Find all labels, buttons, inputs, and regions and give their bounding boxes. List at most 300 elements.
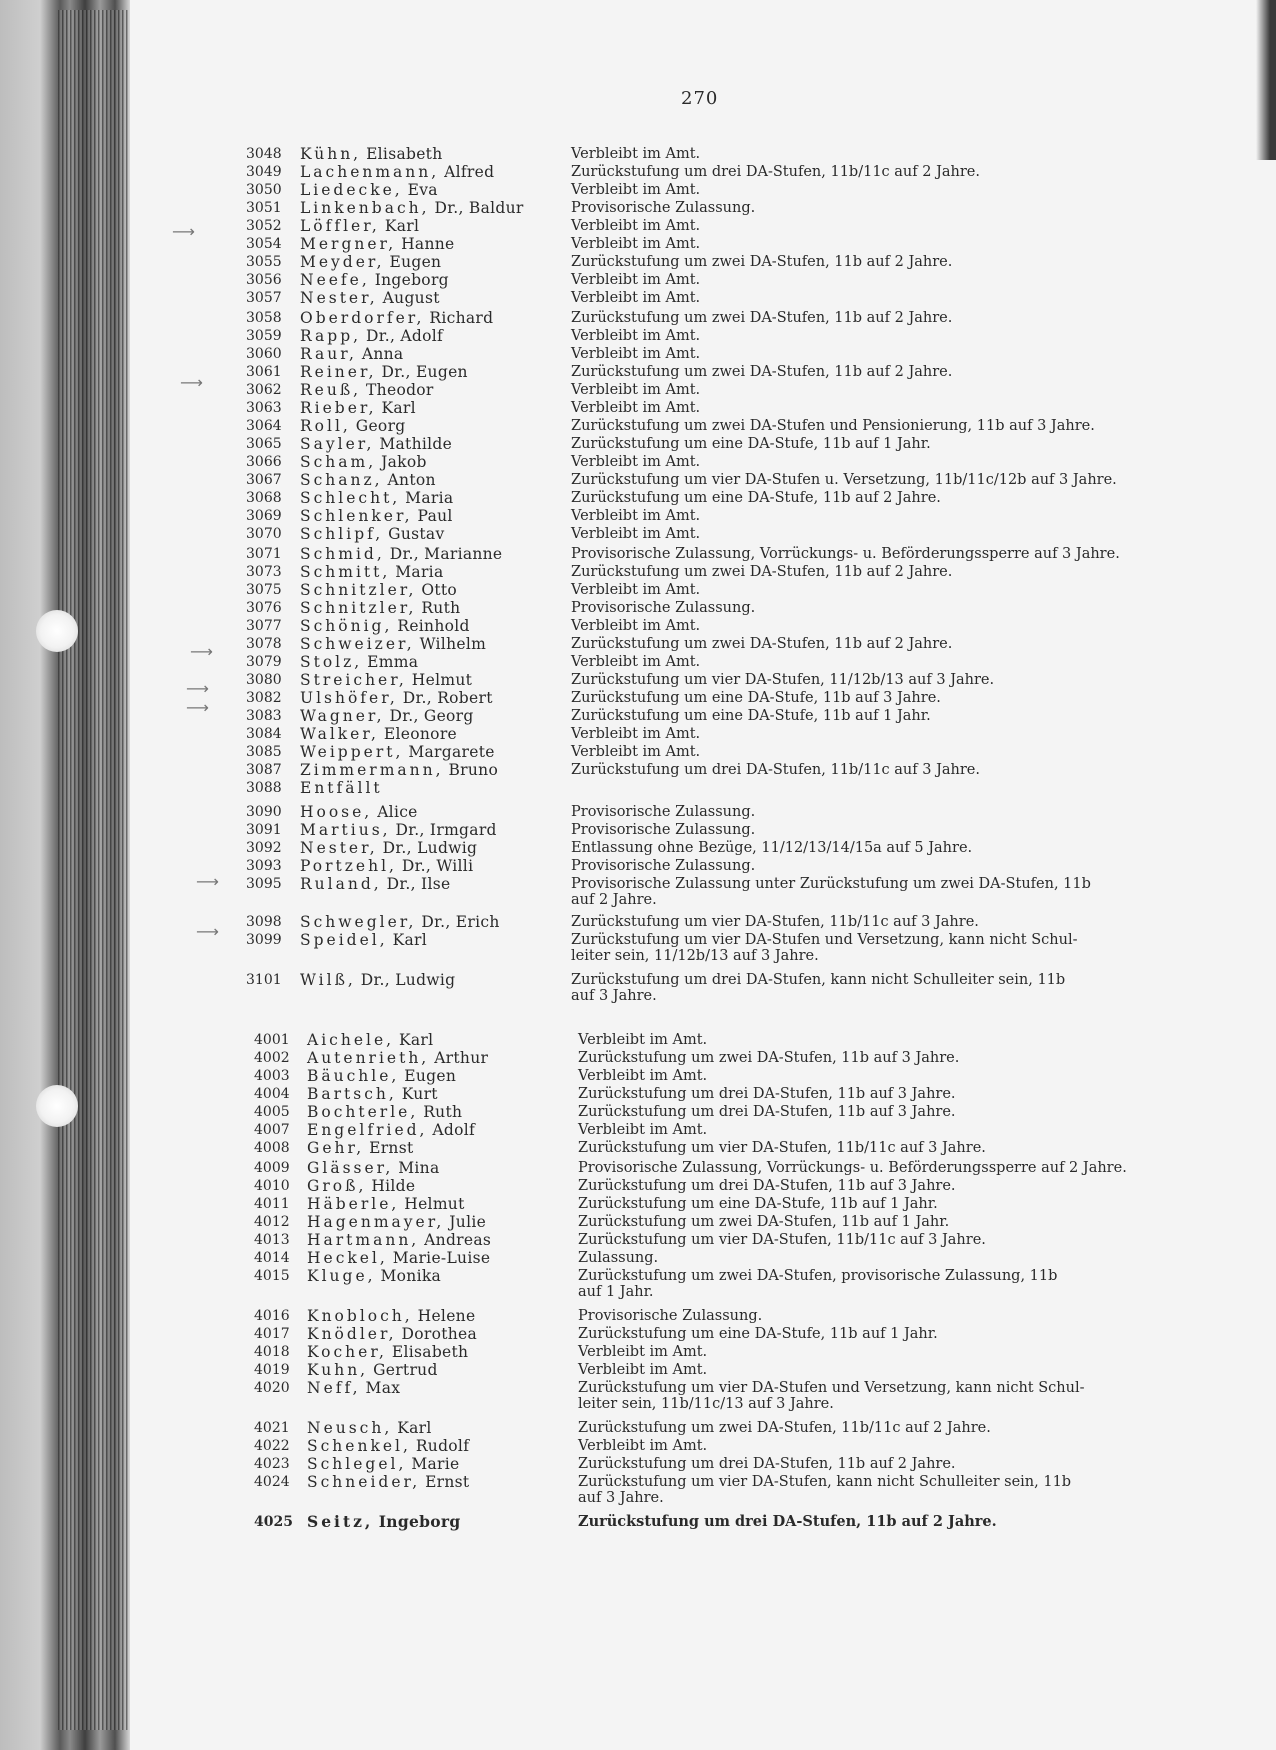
entry-number: 3101 xyxy=(246,972,282,988)
entry-name xyxy=(300,858,473,874)
entry-surname: Meyder, xyxy=(300,253,385,271)
entry-status: Zurückstufung um vier DA-Stufen, 11b/11c auf 3 Jahre. xyxy=(578,1140,986,1156)
entry-name xyxy=(300,564,444,580)
entry-number: 3087 xyxy=(246,762,282,778)
entry-surname: Walker, xyxy=(300,725,379,743)
entry-given-name: Theodor xyxy=(366,381,434,399)
margin-arrow-mark: ⟶ xyxy=(196,872,219,891)
entry-status: Verbleibt im Amt. xyxy=(571,236,701,252)
entry-number: 3092 xyxy=(246,840,282,856)
entry-surname: Heckel, xyxy=(307,1249,388,1267)
entry-given-name: Gustav xyxy=(388,525,445,543)
entry-given-name: Dorothea xyxy=(401,1325,478,1343)
entry-number: 3080 xyxy=(246,672,282,688)
entry-name xyxy=(300,546,502,562)
entry-name xyxy=(307,1326,477,1342)
entry-number: 4025 xyxy=(254,1514,293,1530)
entry-status: Zurückstufung um vier DA-Stufen, 11/12b/13 auf 3 Jahre. xyxy=(571,672,995,688)
entry-given-name: August xyxy=(382,289,440,307)
entry-name xyxy=(307,1456,460,1472)
entry-name xyxy=(300,636,486,652)
entry-name xyxy=(300,164,494,180)
entry-name xyxy=(300,218,419,234)
entry-status: Zurückstufung um drei DA-Stufen, 11b auf 2 Jahre. xyxy=(578,1513,997,1530)
entry-name xyxy=(307,1050,488,1066)
entry-name xyxy=(300,744,495,760)
entry-number: 3060 xyxy=(246,346,282,362)
entry-status: Verbleibt im Amt. xyxy=(571,272,701,288)
entry-surname: Wilß, xyxy=(300,971,356,989)
entry-surname: Engelfried, xyxy=(307,1121,428,1139)
entry-status: Verbleibt im Amt. xyxy=(571,744,701,760)
entry-surname: Schlipf, xyxy=(300,525,384,543)
entry-surname: Autenrieth, xyxy=(307,1049,430,1067)
entry-number: 3083 xyxy=(246,708,282,724)
entry-surname: Entfällt xyxy=(300,779,383,797)
entry-given-name: Eleonore xyxy=(383,725,457,743)
entry-given-name: Dr., Erich xyxy=(421,913,500,931)
entry-name xyxy=(300,508,453,524)
entry-number: 3067 xyxy=(246,472,282,488)
entry-status: Verbleibt im Amt. xyxy=(571,454,701,470)
entry-given-name: Dr., Robert xyxy=(402,689,493,707)
entry-name xyxy=(307,1344,468,1360)
margin-arrow-mark: ⟶ xyxy=(186,698,209,717)
entry-given-name: Dr., Irmgard xyxy=(395,821,497,839)
entry-surname: Scham, xyxy=(300,453,377,471)
entry-name xyxy=(300,690,493,706)
entry-number: 3065 xyxy=(246,436,282,452)
entry-name xyxy=(300,200,524,216)
entry-given-name: Dr., Willi xyxy=(401,857,474,875)
entry-name xyxy=(300,762,498,778)
entry-given-name: Helmut xyxy=(404,1195,465,1213)
entry-number: 4003 xyxy=(254,1068,290,1084)
entry-status: Provisorische Zulassung. xyxy=(571,822,756,838)
entry-name xyxy=(300,822,497,838)
entry-number: 3070 xyxy=(246,526,282,542)
entry-number: 4004 xyxy=(254,1086,290,1102)
entry-number: 3091 xyxy=(246,822,282,838)
entry-name xyxy=(300,436,452,452)
entry-number: 4005 xyxy=(254,1104,290,1120)
entry-number: 3090 xyxy=(246,804,282,820)
entry-number: 3071 xyxy=(246,546,282,562)
entry-name xyxy=(307,1140,414,1156)
entry-status: Verbleibt im Amt. xyxy=(571,146,701,162)
entry-name xyxy=(300,582,457,598)
entry-surname: Kuhn, xyxy=(307,1361,369,1379)
entry-number: 3058 xyxy=(246,310,282,326)
entry-given-name: Karl xyxy=(397,1419,432,1437)
entry-number: 4020 xyxy=(254,1380,290,1396)
entry-status: Zurückstufung um zwei DA-Stufen, 11b auf 2 Jahre. xyxy=(571,254,953,270)
entry-number: 4002 xyxy=(254,1050,290,1066)
entry-status: Zurückstufung um zwei DA-Stufen, 11b auf 2 Jahre. xyxy=(571,310,953,326)
entry-surname: Linkenbach, xyxy=(300,199,430,217)
entry-given-name: Anna xyxy=(361,345,404,363)
entry-name xyxy=(307,1196,465,1212)
entry-given-name: Elisabeth xyxy=(391,1343,469,1361)
entry-given-name: Ernst xyxy=(425,1473,470,1491)
entry-given-name: Alice xyxy=(377,803,418,821)
entry-number: 4021 xyxy=(254,1420,290,1436)
entry-given-name: Ruth xyxy=(423,1103,463,1121)
entry-number: 3050 xyxy=(246,182,282,198)
entry-status: Zurückstufung um zwei DA-Stufen, 11b auf 2 Jahre. xyxy=(571,564,953,580)
entry-number: 4011 xyxy=(254,1196,290,1212)
entry-surname: Schlecht, xyxy=(300,489,401,507)
entry-status: Verbleibt im Amt. xyxy=(571,526,701,542)
entry-surname: Schnitzler, xyxy=(300,599,417,617)
entry-surname: Schönig, xyxy=(300,617,393,635)
entry-status: Zurückstufung um drei DA-Stufen, 11b auf 3 Jahre. xyxy=(578,1178,956,1194)
entry-name xyxy=(300,840,477,856)
entry-name xyxy=(300,472,436,488)
entry-status: Zurückstufung um vier DA-Stufen u. Versetzung, 11b/11c/12b auf 3 Jahre. xyxy=(571,472,1117,488)
entry-given-name: Monika xyxy=(380,1267,442,1285)
entry-surname: Schlenker, xyxy=(300,507,413,525)
entry-given-name: Paul xyxy=(417,507,453,525)
entry-status: Zurückstufung um zwei DA-Stufen und Pensionierung, 11b auf 3 Jahre. xyxy=(571,418,1095,434)
entry-surname: Martius, xyxy=(300,821,391,839)
entry-status: Zurückstufung um drei DA-Stufen, 11b/11c auf 3 Jahre. xyxy=(571,762,980,778)
entry-number: 4012 xyxy=(254,1214,290,1230)
entry-surname: Rapp, xyxy=(300,327,362,345)
entry-status: Zurückstufung um vier DA-Stufen, 11b/11c auf 3 Jahre. xyxy=(578,1232,986,1248)
entry-name xyxy=(307,1268,441,1284)
entry-number: 3066 xyxy=(246,454,282,470)
entry-number: 4001 xyxy=(254,1032,290,1048)
margin-arrow-mark: ⟶ xyxy=(180,373,203,392)
entry-surname: Schwegler, xyxy=(300,913,417,931)
entry-given-name: Jakob xyxy=(381,453,427,471)
entry-status-continued: auf 3 Jahre. xyxy=(571,988,657,1004)
entry-name xyxy=(300,400,416,416)
entry-name xyxy=(300,254,441,270)
entry-number: 3061 xyxy=(246,364,282,380)
entry-given-name: Kurt xyxy=(401,1085,438,1103)
entry-number: 3056 xyxy=(246,272,282,288)
entry-status: Zurückstufung um zwei DA-Stufen, 11b auf 2 Jahre. xyxy=(571,364,953,380)
entry-given-name: Bruno xyxy=(448,761,499,779)
entry-status: Verbleibt im Amt. xyxy=(571,218,701,234)
margin-arrow-mark: ⟶ xyxy=(186,679,209,698)
entry-number: 4017 xyxy=(254,1326,290,1342)
entry-surname: Bartsch, xyxy=(307,1085,397,1103)
entry-surname: Sayler, xyxy=(300,435,375,453)
entry-number: 3059 xyxy=(246,328,282,344)
entry-given-name: Richard xyxy=(429,309,494,327)
entry-number: 3093 xyxy=(246,858,282,874)
entry-given-name: Eugen xyxy=(389,253,442,271)
entry-status: Zurückstufung um zwei DA-Stufen, 11b auf 3 Jahre. xyxy=(578,1050,960,1066)
entry-status: Verbleibt im Amt. xyxy=(571,290,701,306)
entry-surname: Portzehl, xyxy=(300,857,397,875)
entry-name xyxy=(307,1178,415,1194)
entry-status: Verbleibt im Amt. xyxy=(571,654,701,670)
entry-given-name: Margarete xyxy=(408,743,495,761)
entry-name xyxy=(307,1362,438,1378)
entry-name xyxy=(300,364,468,380)
entry-status: Zurückstufung um eine DA-Stufe, 11b auf 1 Jahr. xyxy=(578,1196,938,1212)
entry-name xyxy=(307,1438,469,1454)
entry-given-name: Rudolf xyxy=(415,1437,470,1455)
entry-given-name: Ingeborg xyxy=(378,1512,461,1531)
entry-status: Provisorische Zulassung unter Zurückstufung um zwei DA-Stufen, 11b xyxy=(571,876,1091,892)
entry-given-name: Mina xyxy=(398,1159,440,1177)
entry-name xyxy=(300,654,418,670)
entry-given-name: Elisabeth xyxy=(366,145,443,163)
entry-number: 4016 xyxy=(254,1308,290,1324)
entry-name xyxy=(300,310,493,326)
entry-status: Zurückstufung um eine DA-Stufe, 11b auf 1 Jahr. xyxy=(571,708,931,724)
entry-surname: Hartmann, xyxy=(307,1231,420,1249)
entry-surname: Reuß, xyxy=(300,381,362,399)
entry-status-continued: auf 1 Jahr. xyxy=(578,1284,654,1300)
entry-status: Zurückstufung um zwei DA-Stufen, 11b auf 1 Jahr. xyxy=(578,1214,950,1230)
entry-status: Verbleibt im Amt. xyxy=(571,726,701,742)
entry-status: Zurückstufung um drei DA-Stufen, 11b auf 3 Jahre. xyxy=(578,1086,956,1102)
entry-given-name: Dr., Eugen xyxy=(381,363,468,381)
margin-arrow-mark: ⟶ xyxy=(196,922,219,941)
entry-number: 4009 xyxy=(254,1160,290,1176)
entry-surname: Knobloch, xyxy=(307,1307,413,1325)
entry-status: Zurückstufung um eine DA-Stufe, 11b auf 2 Jahre. xyxy=(571,490,941,506)
entry-given-name: Emma xyxy=(367,653,419,671)
entry-surname: Schanz, xyxy=(300,471,383,489)
entry-given-name: Adolf xyxy=(432,1121,476,1139)
entry-surname: Häberle, xyxy=(307,1195,400,1213)
entry-status: Zurückstufung um drei DA-Stufen, 11b/11c auf 2 Jahre. xyxy=(571,164,980,180)
entry-status: Zurückstufung um drei DA-Stufen, 11b auf 3 Jahre. xyxy=(578,1104,956,1120)
entry-name xyxy=(300,290,440,306)
entry-number: 3084 xyxy=(246,726,282,742)
entry-status: Verbleibt im Amt. xyxy=(571,582,701,598)
entry-given-name: Eva xyxy=(407,181,438,199)
entry-status: Provisorische Zulassung. xyxy=(571,858,756,874)
entry-name xyxy=(300,182,438,198)
entry-name xyxy=(307,1474,469,1490)
entry-surname: Streicher, xyxy=(300,671,407,689)
entry-status: Verbleibt im Amt. xyxy=(571,618,701,634)
entry-surname: Knödler, xyxy=(307,1325,397,1343)
entry-given-name: Dr., Ludwig xyxy=(382,839,478,857)
entry-status: Verbleibt im Amt. xyxy=(571,382,701,398)
page-number: 270 xyxy=(681,88,719,109)
entry-status: Provisorische Zulassung. xyxy=(578,1308,763,1324)
entry-surname: Schmid, xyxy=(300,545,385,563)
entry-name xyxy=(300,272,449,288)
entry-name xyxy=(307,1380,400,1396)
entry-given-name: Marie xyxy=(411,1455,460,1473)
entry-number: 4010 xyxy=(254,1178,290,1194)
entry-number: 3085 xyxy=(246,744,282,760)
entry-name xyxy=(300,418,406,434)
entry-name xyxy=(307,1032,433,1048)
entry-given-name: Arthur xyxy=(434,1049,489,1067)
entry-given-name: Karl xyxy=(384,217,420,235)
entry-status-continued: leiter sein, 11b/11c/13 auf 3 Jahre. xyxy=(578,1396,834,1412)
entry-given-name: Maria xyxy=(395,563,444,581)
entry-status: Provisorische Zulassung, Vorrückungs- u. Beförderungssperre auf 2 Jahre. xyxy=(578,1160,1127,1176)
entry-given-name: Gertrud xyxy=(373,1361,438,1379)
entry-status: Zurückstufung um eine DA-Stufe, 11b auf 1 Jahr. xyxy=(578,1326,938,1342)
entry-name xyxy=(300,914,500,930)
entry-name xyxy=(300,346,403,362)
entry-given-name: Hilde xyxy=(371,1177,416,1195)
entry-status: Zurückstufung um vier DA-Stufen, kann nicht Schulleiter sein, 11b xyxy=(578,1474,1072,1490)
entry-surname: Neefe, xyxy=(300,271,370,289)
entry-given-name: Georg xyxy=(355,417,406,435)
entry-surname: Löffler, xyxy=(300,217,380,235)
entry-number: 4014 xyxy=(254,1250,290,1266)
entry-name xyxy=(300,932,427,948)
entry-status-continued: auf 2 Jahre. xyxy=(571,892,657,908)
entry-surname: Aichele, xyxy=(307,1031,395,1049)
entry-status: Zurückstufung um eine DA-Stufe, 11b auf 1 Jahr. xyxy=(571,436,931,452)
entry-status: Zurückstufung um eine DA-Stufe, 11b auf 3 Jahre. xyxy=(571,690,941,706)
entry-given-name: Dr., Ludwig xyxy=(360,971,456,989)
entry-given-name: Andreas xyxy=(424,1231,492,1249)
entry-given-name: Alfred xyxy=(444,163,495,181)
entry-status: Provisorische Zulassung. xyxy=(571,804,756,820)
entry-number: 4008 xyxy=(254,1140,290,1156)
entry-status: Verbleibt im Amt. xyxy=(571,346,701,362)
book-binding xyxy=(0,0,130,1750)
entry-name xyxy=(307,1160,440,1176)
entry-surname: Roll, xyxy=(300,417,351,435)
entry-name xyxy=(300,618,470,634)
entry-number: 3057 xyxy=(246,290,282,306)
entry-status: Verbleibt im Amt. xyxy=(578,1068,708,1084)
entry-given-name: Dr., Adolf xyxy=(365,327,444,345)
entry-number: 3048 xyxy=(246,146,282,162)
entry-status: Verbleibt im Amt. xyxy=(571,400,701,416)
entry-status: Zurückstufung um vier DA-Stufen, 11b/11c auf 3 Jahre. xyxy=(571,914,979,930)
entry-number: 4022 xyxy=(254,1438,290,1454)
entry-surname: Hoose, xyxy=(300,803,373,821)
entry-surname: Stolz, xyxy=(300,653,363,671)
entry-number: 3063 xyxy=(246,400,282,416)
entry-surname: Hagenmayer, xyxy=(307,1213,445,1231)
entry-given-name: Helmut xyxy=(411,671,473,689)
entry-status: Verbleibt im Amt. xyxy=(578,1362,708,1378)
entry-given-name: Karl xyxy=(392,931,427,949)
entry-surname: Bäuchle, xyxy=(307,1067,400,1085)
entry-number: 3052 xyxy=(246,218,282,234)
entry-surname: Schlegel, xyxy=(307,1455,407,1473)
entry-number: 4007 xyxy=(254,1122,290,1138)
entry-surname: Weippert, xyxy=(300,743,404,761)
entry-given-name: Reinhold xyxy=(397,617,470,635)
entry-name xyxy=(300,876,450,892)
entry-number: 3088 xyxy=(246,780,282,796)
entry-status: Provisorische Zulassung. xyxy=(571,200,756,216)
entry-surname: Raur, xyxy=(300,345,357,363)
entry-number: 3077 xyxy=(246,618,282,634)
entry-number: 3073 xyxy=(246,564,282,580)
entry-status: Zurückstufung um zwei DA-Stufen, 11b/11c auf 2 Jahre. xyxy=(578,1420,991,1436)
entry-number: 3076 xyxy=(246,600,282,616)
entry-number: 3064 xyxy=(246,418,282,434)
entry-name xyxy=(300,804,418,820)
margin-arrow-mark: ⟶ xyxy=(190,642,213,661)
entry-status: Zurückstufung um drei DA-Stufen, 11b auf 2 Jahre. xyxy=(578,1456,956,1472)
entry-number: 3079 xyxy=(246,654,282,670)
entry-given-name: Otto xyxy=(421,581,458,599)
entry-name xyxy=(300,236,455,252)
entry-status: Zulassung. xyxy=(578,1250,659,1266)
entry-surname: Schmitt, xyxy=(300,563,391,581)
entry-surname: Liedecke, xyxy=(300,181,403,199)
entry-surname: Neusch, xyxy=(307,1419,393,1437)
entry-given-name: Julie xyxy=(449,1213,487,1231)
entry-status-continued: auf 3 Jahre. xyxy=(578,1490,664,1506)
entry-surname: Ulshöfer, xyxy=(300,689,398,707)
entry-given-name: Ruth xyxy=(421,599,461,617)
entry-number: 3095 xyxy=(246,876,282,892)
entry-surname: Kluge, xyxy=(307,1267,376,1285)
entry-given-name: Helene xyxy=(417,1307,476,1325)
entry-status: Zurückstufung um vier DA-Stufen und Versetzung, kann nicht Schul- xyxy=(578,1380,1085,1396)
entry-number: 4013 xyxy=(254,1232,290,1248)
entry-surname: Lachenmann, xyxy=(300,163,440,181)
entry-number: 3078 xyxy=(246,636,282,652)
entry-number: 3051 xyxy=(246,200,282,216)
entry-number: 3075 xyxy=(246,582,282,598)
entry-name xyxy=(307,1104,462,1120)
entry-name xyxy=(307,1514,461,1530)
entry-name xyxy=(300,146,443,162)
entry-surname: Groß, xyxy=(307,1177,367,1195)
entry-given-name: Dr., Baldur xyxy=(434,199,524,217)
entry-name xyxy=(307,1086,438,1102)
punch-hole xyxy=(36,1085,78,1127)
entry-surname: Reiner, xyxy=(300,363,377,381)
entry-status: Verbleibt im Amt. xyxy=(571,328,701,344)
entry-surname: Schweizer, xyxy=(300,635,415,653)
entry-number: 4015 xyxy=(254,1268,290,1284)
entry-name xyxy=(307,1214,486,1230)
entry-given-name: Wilhelm xyxy=(419,635,487,653)
entry-surname: Seitz, xyxy=(307,1512,374,1531)
entry-surname: Schenkel, xyxy=(307,1437,411,1455)
entry-status: Verbleibt im Amt. xyxy=(578,1122,708,1138)
punch-hole xyxy=(36,610,78,652)
entry-number: 3049 xyxy=(246,164,282,180)
entry-given-name: Karl xyxy=(381,399,416,417)
entry-surname: Kühn, xyxy=(300,145,362,163)
entry-surname: Nester, xyxy=(300,839,378,857)
entry-given-name: Hanne xyxy=(401,235,455,253)
entry-name xyxy=(300,672,472,688)
entry-surname: Wagner, xyxy=(300,707,385,725)
entry-name xyxy=(300,780,383,796)
entry-given-name: Mathilde xyxy=(379,435,453,453)
entry-name xyxy=(307,1232,491,1248)
entry-name xyxy=(300,526,445,542)
entry-name xyxy=(307,1068,456,1084)
entry-surname: Schnitzler, xyxy=(300,581,417,599)
entry-surname: Zimmermann, xyxy=(300,761,444,779)
entry-surname: Kocher, xyxy=(307,1343,387,1361)
entry-status: Verbleibt im Amt. xyxy=(578,1344,708,1360)
entry-name xyxy=(300,708,474,724)
entry-name xyxy=(300,382,434,398)
entry-given-name: Dr., Ilse xyxy=(386,875,451,893)
entry-number: 4024 xyxy=(254,1474,290,1490)
